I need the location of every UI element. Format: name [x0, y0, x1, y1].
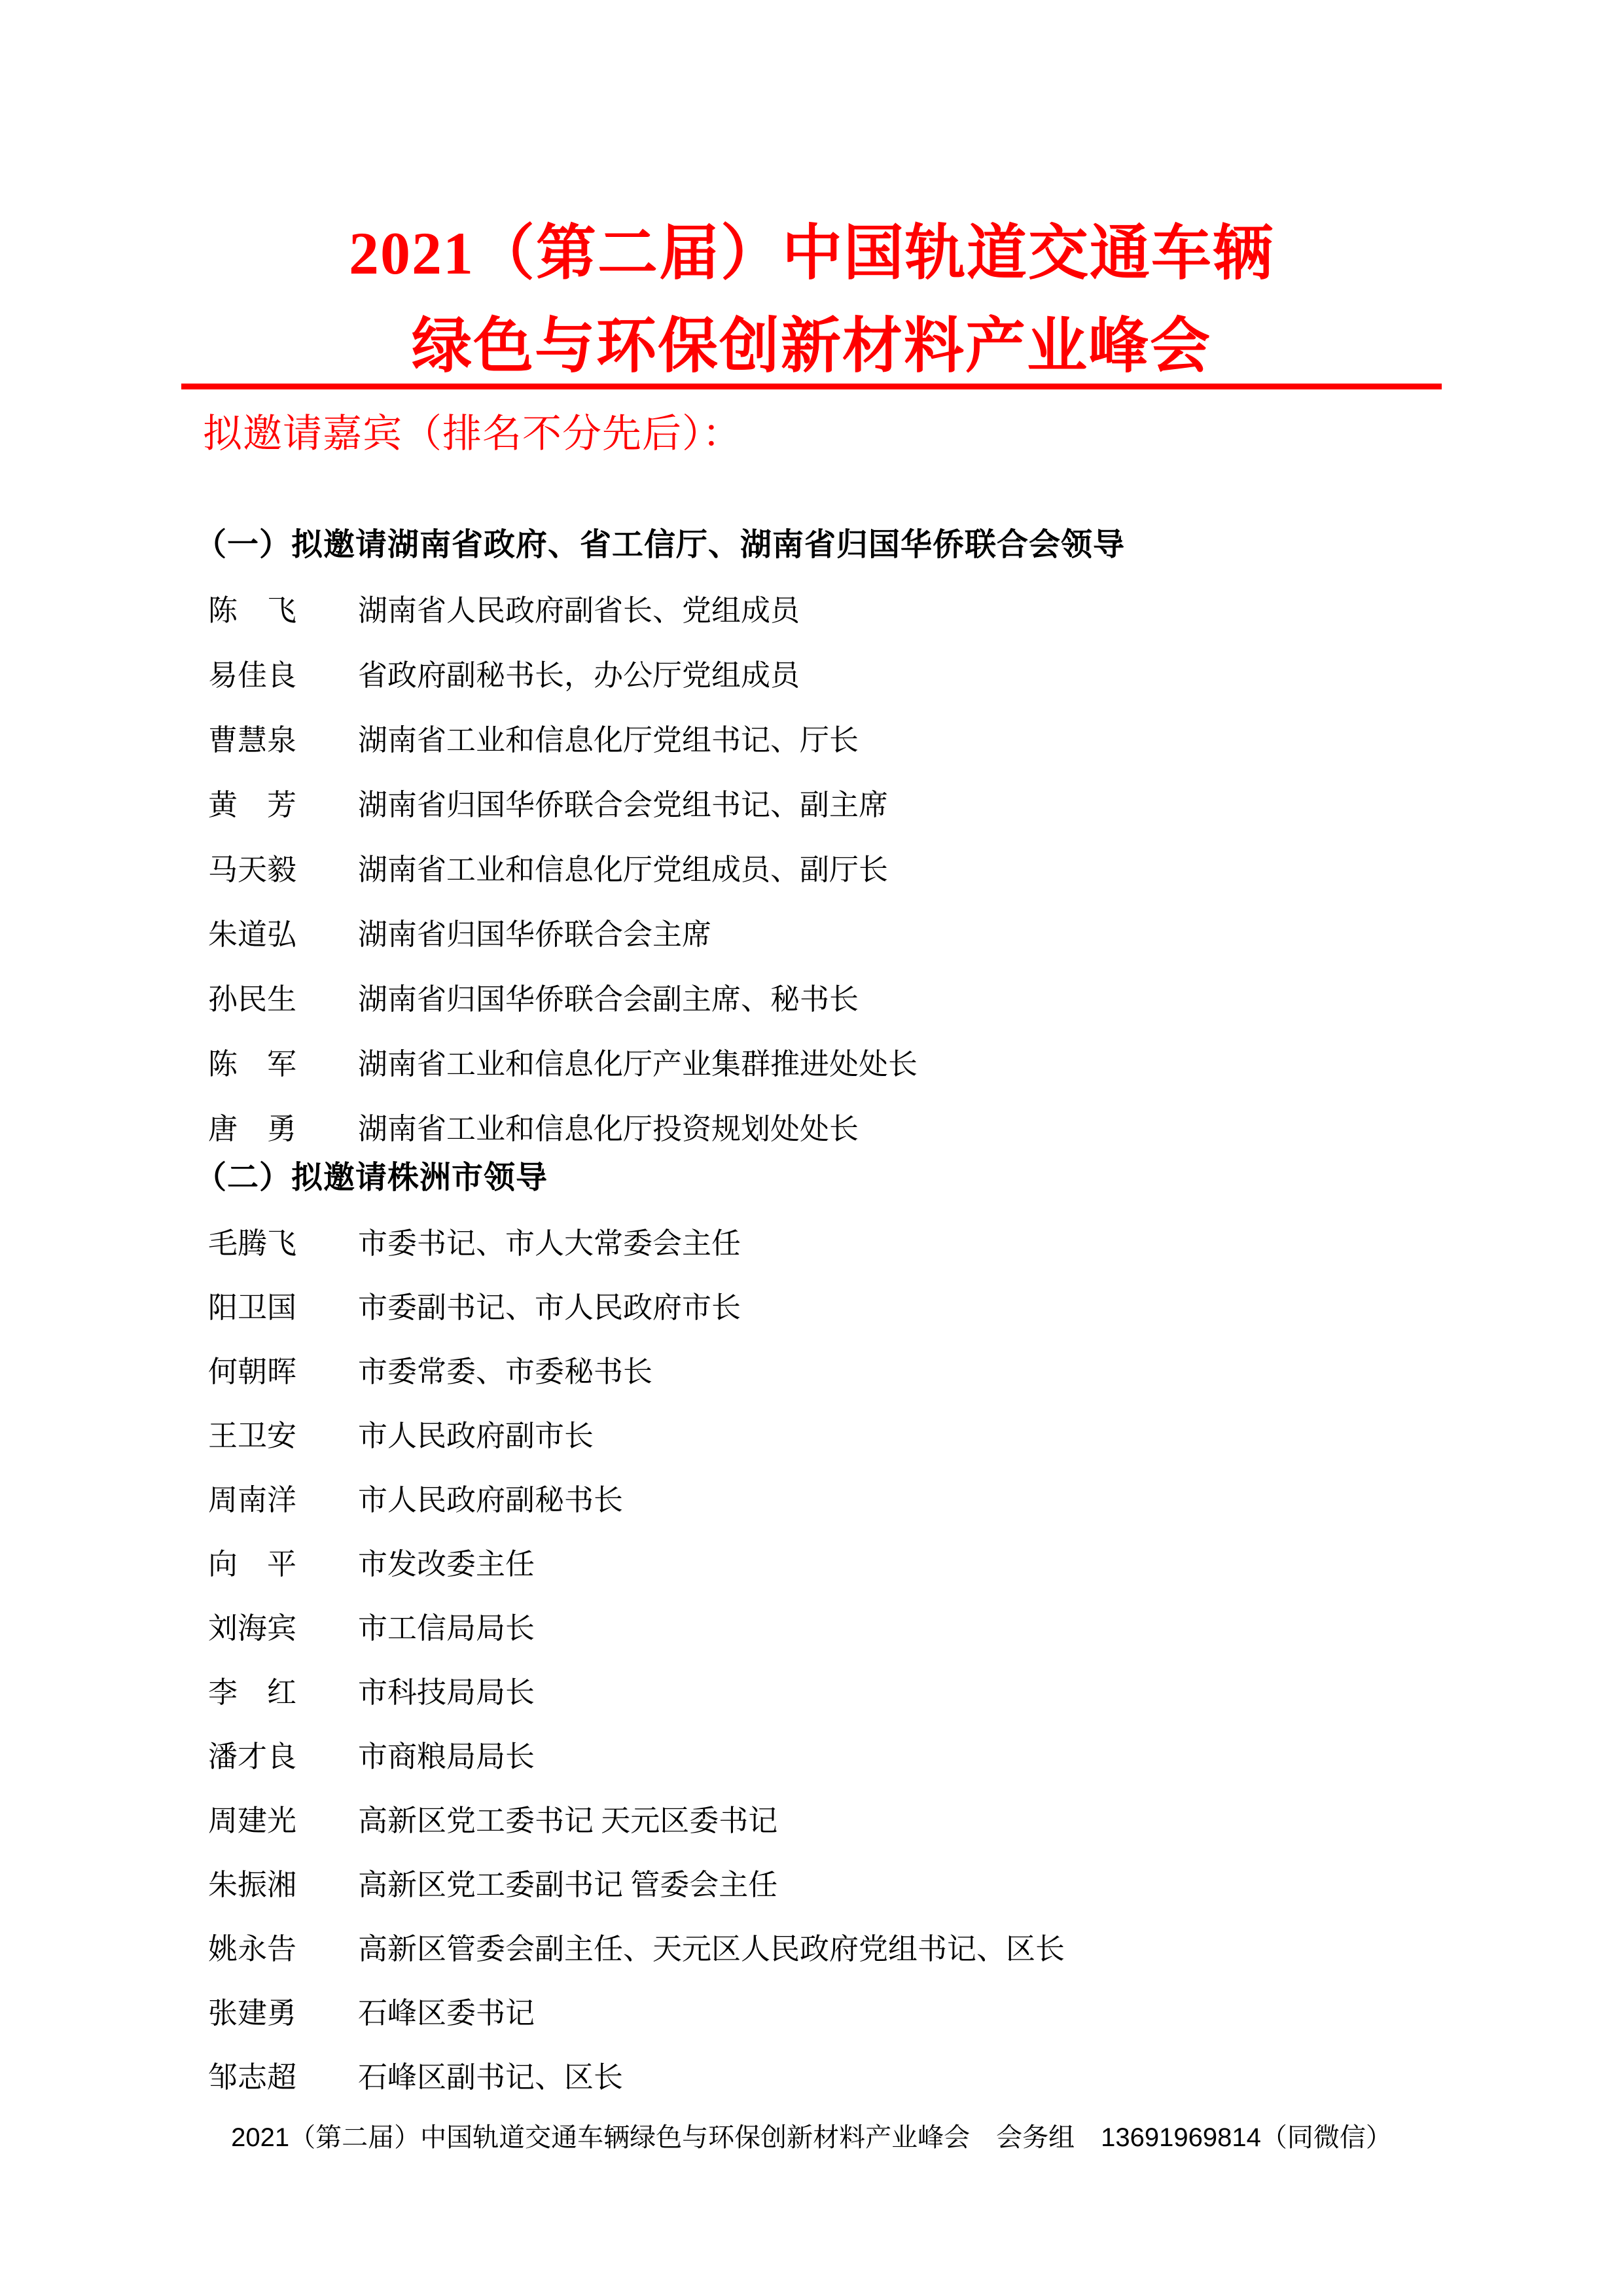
guest-name: 孙民生 [208, 983, 297, 1016]
document-title [0, 0, 1623, 393]
guest-name: 周南洋 [208, 1483, 297, 1516]
guest-row [208, 2042, 1623, 2106]
guest-row [208, 1336, 1623, 1401]
guest-title: 市商粮局局长 [358, 1740, 535, 1773]
guest-title: 湖南省归国华侨联合会党组书记、副主席 [358, 789, 889, 821]
guest-row [208, 1657, 1623, 1721]
guest-title: 市委书记、市人大常委会主任 [358, 1227, 741, 1260]
guest-name: 王卫安 [208, 1419, 297, 1452]
guest-row [208, 899, 1623, 964]
footer-contact: 2021（第二届）中国轨道交通车辆绿色与环保创新材料产业峰会 会务组 13691969814（同微信） [231, 2123, 1392, 2152]
guest-name: 易佳良 [208, 659, 297, 692]
guest-row [208, 1465, 1623, 1529]
guest-name: 张建勇 [208, 1996, 297, 2030]
guest-title: 湖南省人民政府副省长、党组成员 [358, 594, 800, 627]
guest-list-subtitle: 拟邀请嘉宾（排名不分先后）： [203, 412, 742, 456]
guest-rows [0, 1208, 1623, 2106]
guest-name: 阳卫国 [208, 1291, 297, 1324]
guest-row [208, 834, 1623, 899]
guest-row [208, 705, 1623, 770]
guest-title: 湖南省归国华侨联合会副主席、秘书长 [358, 983, 859, 1016]
guest-name: 刘海宾 [208, 1611, 297, 1645]
guest-row [208, 1029, 1623, 1094]
guest-name: 姚永告 [208, 1932, 297, 1965]
guest-row [208, 1850, 1623, 1914]
guest-name: 何朝晖 [208, 1355, 297, 1388]
title-line-2: 绿色与环保创新材料产业峰会 [411, 313, 1211, 380]
guest-rows [0, 575, 1623, 1158]
guest-name: 黄 芳 [208, 789, 297, 821]
guest-name: 周建光 [208, 1804, 297, 1837]
guest-name: 陈 飞 [208, 594, 297, 627]
guest-sections [0, 515, 1623, 2106]
guest-name: 李 红 [208, 1676, 297, 1709]
guest-title: 市科技局局长 [358, 1676, 535, 1709]
guest-title: 湖南省归国华侨联合会主席 [358, 918, 712, 951]
guest-title: 湖南省工业和信息化厅产业集群推进处处长 [358, 1048, 918, 1081]
guest-name: 向 平 [208, 1547, 297, 1581]
guest-title: 市委常委、市委秘书长 [358, 1355, 653, 1388]
guest-row [208, 964, 1623, 1029]
guest-name: 邹志超 [208, 2060, 297, 2094]
guest-title: 市发改委主任 [358, 1547, 535, 1581]
guest-section [0, 515, 1623, 1158]
guest-title: 市委副书记、市人民政府市长 [358, 1291, 741, 1324]
guest-title: 高新区党工委副书记 管委会主任 [358, 1868, 778, 1901]
guest-title: 湖南省工业和信息化厅党组书记、厅长 [358, 724, 859, 757]
guest-name: 陈 军 [208, 1048, 297, 1081]
guest-title: 高新区党工委书记 天元区委书记 [358, 1804, 778, 1837]
guest-title: 市人民政府副秘书长 [358, 1483, 624, 1516]
section-heading: （二）拟邀请株洲市领导 [195, 1160, 548, 1195]
guest-title: 石峰区副书记、区长 [358, 2060, 624, 2094]
section-heading: （一）拟邀请湖南省政府、省工信厅、湖南省归国华侨联合会领导 [195, 528, 1126, 562]
guest-row [208, 1721, 1623, 1785]
guest-name: 朱道弘 [208, 918, 297, 951]
guest-row [208, 640, 1623, 705]
guest-title: 湖南省工业和信息化厅党组成员、副厅长 [358, 853, 889, 886]
guest-title: 高新区管委会副主任、天元区人民政府党组书记、区长 [358, 1932, 1065, 1965]
guest-row [208, 1272, 1623, 1336]
guest-title: 市人民政府副市长 [358, 1419, 594, 1452]
guest-title: 市工信局局长 [358, 1611, 535, 1645]
guest-row [208, 1593, 1623, 1657]
guest-name: 潘才良 [208, 1740, 297, 1773]
guest-row [208, 1978, 1623, 2042]
guest-row [208, 1785, 1623, 1850]
title-line-1: 2021（第二届）中国轨道交通车辆 [348, 220, 1274, 287]
guest-title: 省政府副秘书长，办公厅党组成员 [358, 659, 800, 692]
guest-row [208, 1401, 1623, 1465]
guest-row [208, 1529, 1623, 1593]
guest-title: 湖南省工业和信息化厅投资规划处处长 [358, 1113, 859, 1145]
guest-row [208, 770, 1623, 834]
guest-row [208, 575, 1623, 640]
guest-row [208, 1208, 1623, 1272]
guest-row [208, 1914, 1623, 1978]
guest-title: 石峰区委书记 [358, 1996, 535, 2030]
guest-name: 朱振湘 [208, 1868, 297, 1901]
guest-name: 唐 勇 [208, 1113, 297, 1145]
guest-name: 毛腾飞 [208, 1227, 297, 1260]
guest-name: 曹慧泉 [208, 724, 297, 757]
guest-section [0, 1148, 1623, 2106]
guest-name: 马天毅 [208, 853, 297, 886]
